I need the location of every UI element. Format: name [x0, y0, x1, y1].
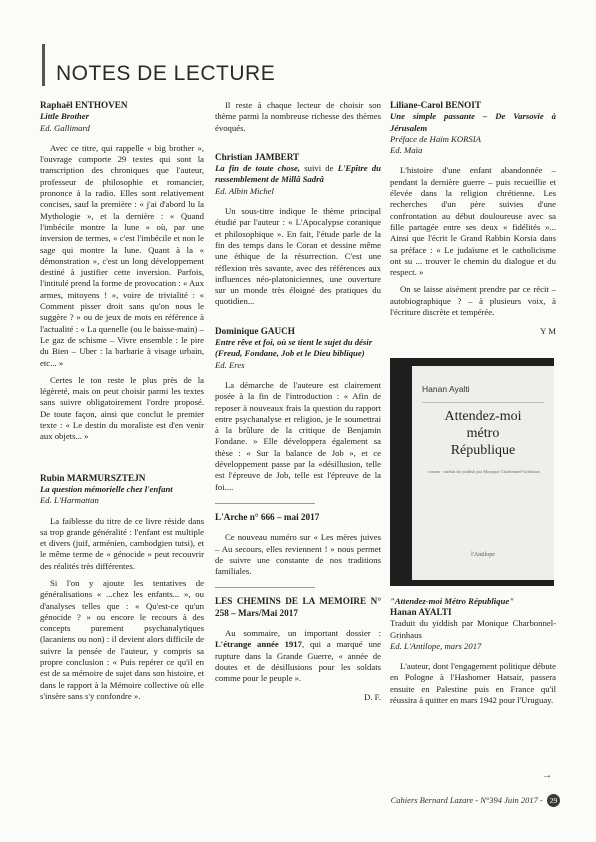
- review-author: Dominique GAUCH: [215, 325, 295, 336]
- review-paragraph: La faiblesse du titre de ce livre réside dans sa trop grande généralité : l'enfant est multiple et divers (juif, arménien, cambodgien tutsi), et le même terme de « génocide » peut recouvrir des réalités très différentes.: [40, 515, 204, 571]
- review-paragraph: Au sommaire, un important dossier : L'étrange année 1917, qui a marqué une rupture dans la Grande Guerre, « année de doutes et de désillusions pour les soldats comme pour le peuple ».: [215, 627, 381, 684]
- review-publisher: Ed. Gallimard: [40, 122, 90, 133]
- review-author: Rubin MARMURSZTEJN: [40, 472, 146, 483]
- review-paragraph: Avec ce titre, qui rappelle « big brother », l'ouvrage comporte 29 textes qui sont la transcription des chroniques que l'auteur, professeur de philosophie et romancier, prononce à la radio. Elles sont relativement concises, sauf la première : « j'ai d'abord lu la Mythologie », et la dernière : « Quand l'imbécile montre la lune » où, par une inversion de termes, « c'est l'imbécile et non le sage qui montre la lune. Quant à la « démonstration », c'est un long développement destiné à justifier cette inversion. Parfois, l'intitulé prend la forme de provocation : « Aux armes, mitoyens ! », voire de trivialité : « Comment pisser droit sans qu'on nous le suggère ? » ou de jeux de mots en référence à l'actualité : « La quenelle (ou le baisse-main) – Le gaz de schisme – Vivre ensemble : le pire du Bien – Uber : la barbarie à visage urbain, etc... »: [40, 142, 204, 368]
- column-3: [390, 100, 556, 706]
- review-publisher: Ed. Maïa: [390, 145, 423, 156]
- cover-divider: [422, 402, 544, 403]
- review-enthoven: [40, 100, 204, 443]
- review-signature: Y M: [540, 326, 556, 337]
- review-arche: [215, 512, 381, 577]
- review-marmursztejn: [40, 473, 204, 703]
- page-title: NOTES DE LECTURE: [56, 62, 276, 85]
- review-paragraph: L'histoire d'une enfant abandonnée – pendant la dernière guerre – puis recueillie et élevée dans la religion chrétienne. Les recherches d'un père suivies d'une confrontation au début douloureuse avec sa fille partagée entre ses deux « fidélités »... Ainsi que l'écrit le Grand Rabbin Korsia dans sa préface : « Le judaïsme et le catholicisme ont su ... trouver le chemin du dialogue et du respect. »: [390, 165, 556, 278]
- review-chemins: [215, 596, 381, 703]
- divider: [215, 503, 315, 504]
- review-author: Hanan AYALTI: [390, 606, 452, 617]
- review-signature: D. F.: [364, 692, 381, 703]
- review-gauch: [215, 326, 381, 493]
- review-author: Raphaël ENTHOVEN: [40, 100, 128, 110]
- review-paragraph: On se laisse aisément prendre par ce récit – autobiographique ? – à plusieurs voix, à l'écriture discrète et tempérée.: [390, 284, 556, 318]
- review-author: Liliane-Carol BENOIT: [390, 100, 481, 110]
- column-2: [215, 100, 381, 704]
- page-number: 29: [547, 794, 560, 807]
- review-title: Une simple passante – De Varsovie à Jérusalem: [390, 111, 556, 133]
- review-heading: LES CHEMINS DE LA MEMOIRE N° 258 – Mars/Mai 2017: [215, 596, 381, 618]
- review-title: La fin de toute chose, suivi de L'Epître du rassemblement de Millâ Sadrâ: [215, 163, 381, 185]
- review-paragraph: Certes le ton reste le plus près de la légèreté, mais on peut choisir parmi les textes sans suivre obligatoirement l'ordre proposé. De toute façon, ainsi que conclut le premier texte : « Le destin du moraliste est d'en venir aux objets... »: [40, 374, 204, 442]
- column-1: [40, 100, 204, 702]
- review-paragraph: Il reste à chaque lecteur de choisir son thème parmi la nombreuse richesse des thèmes évoqués.: [215, 100, 381, 133]
- review-paragraph: Si l'on y ajoute les tentatives de généralisations « ...chez les enfants... », ou d'analyses telles que : « Qu'est-ce qu'un génocide ? » ou encore le recours à des concepts purement psychanalytiques (lacaniens ou non) : il devient alors difficile de suivre la pensée de l'auteur, y compris sa propre conclusion : « Puis repérer ce qu'il en est de sa mémoire de sujet dans son histoire, et dans le rapport à la Mémoire collective où elle s'insère sans s'y confondre ».: [40, 577, 204, 701]
- book-cover-panel: [412, 366, 554, 580]
- cover-title: Attendez-moi métro République: [444, 408, 522, 458]
- review-title: La question mémorielle chez l'enfant: [40, 483, 173, 494]
- cover-subtitle: roman · traduit du yiddish par Monique Charbonnel-Grinhaus: [428, 468, 540, 474]
- continue-arrow-icon: →: [542, 770, 552, 781]
- review-publisher: Ed. Albin Michel: [215, 185, 274, 196]
- review-paragraph: Un sous-titre indique le thème principal étudié par l'auteur : « L'Apocalypse coranique et philosophique ». En fait, l'étude parle de la fin des temps dans le Coran et dessine même une éthique de la résurrection. C'est une réflexion très savante, avec des références aux influences néo-platoniciennes, une ouverture sur un monde très éloigné des pratiques du quotidien...: [215, 206, 381, 307]
- review-title: "Attendez-moi Métro République": [390, 595, 515, 606]
- header-bar: [42, 44, 45, 86]
- review-ayalti: [390, 596, 556, 707]
- review-subtitle: (Freud, Fondane, Job et le Dieu biblique): [215, 348, 365, 359]
- review-preface: Préface de Haïm KORSIA: [390, 133, 481, 144]
- review-publisher: Ed. Eres: [215, 359, 245, 370]
- review-title: Little Brother: [40, 111, 89, 122]
- review-heading: L'Arche n° 666 – mai 2017: [215, 511, 320, 522]
- page-footer: [391, 794, 560, 807]
- review-paragraph: L'auteur, dont l'engagement politique débute en Pologne à l'Hashomer Hatsair, passera ensuite en Palestine puis en France qu'il réussira à quitter en mars 1942 pour l'Uruguay.: [390, 661, 556, 706]
- divider: [215, 587, 315, 588]
- footer-text: Cahiers Bernard Lazare - N°394 Juin 2017 -: [390, 795, 543, 805]
- review-title: Entre rêve et foi, où se tient le sujet du désir: [215, 337, 373, 348]
- review-translator: Traduit du yiddish par Monique Charbonnel-Grinhaus: [390, 618, 556, 640]
- review-paragraph: Ce nouveau numéro sur « Les mères juives – Au secours, elles reviennent ! » nous permet de suivre une constante de nos traditions familiales.: [215, 532, 381, 577]
- book-cover-image: [390, 358, 554, 586]
- review-author: Christian JAMBERT: [215, 151, 300, 162]
- review-benoit: [390, 100, 556, 338]
- cover-author: Hanan Ayalti: [422, 383, 470, 394]
- review-publisher: Ed. L'Antilope, mars 2017: [390, 640, 482, 651]
- review-paragraph: La démarche de l'auteure est clairement posée à la fin de l'introduction : « Afin de reposer à nouveaux frais la question du rapport entre psychanalyse et religion, je le soumettrai à la brûlure de la critique de Benjamin Fondane. » Elle développera également sa thèse : « Sur la balance de Job », et ce développement passe par la «désillusion, telle est l'épreuve de Job, telle est l'épreuve de la foi....: [215, 379, 381, 492]
- cover-publisher: l'Antilope: [471, 552, 495, 559]
- review-publisher: Ed. L'Harmattan: [40, 495, 99, 506]
- review-jambert: [215, 152, 381, 308]
